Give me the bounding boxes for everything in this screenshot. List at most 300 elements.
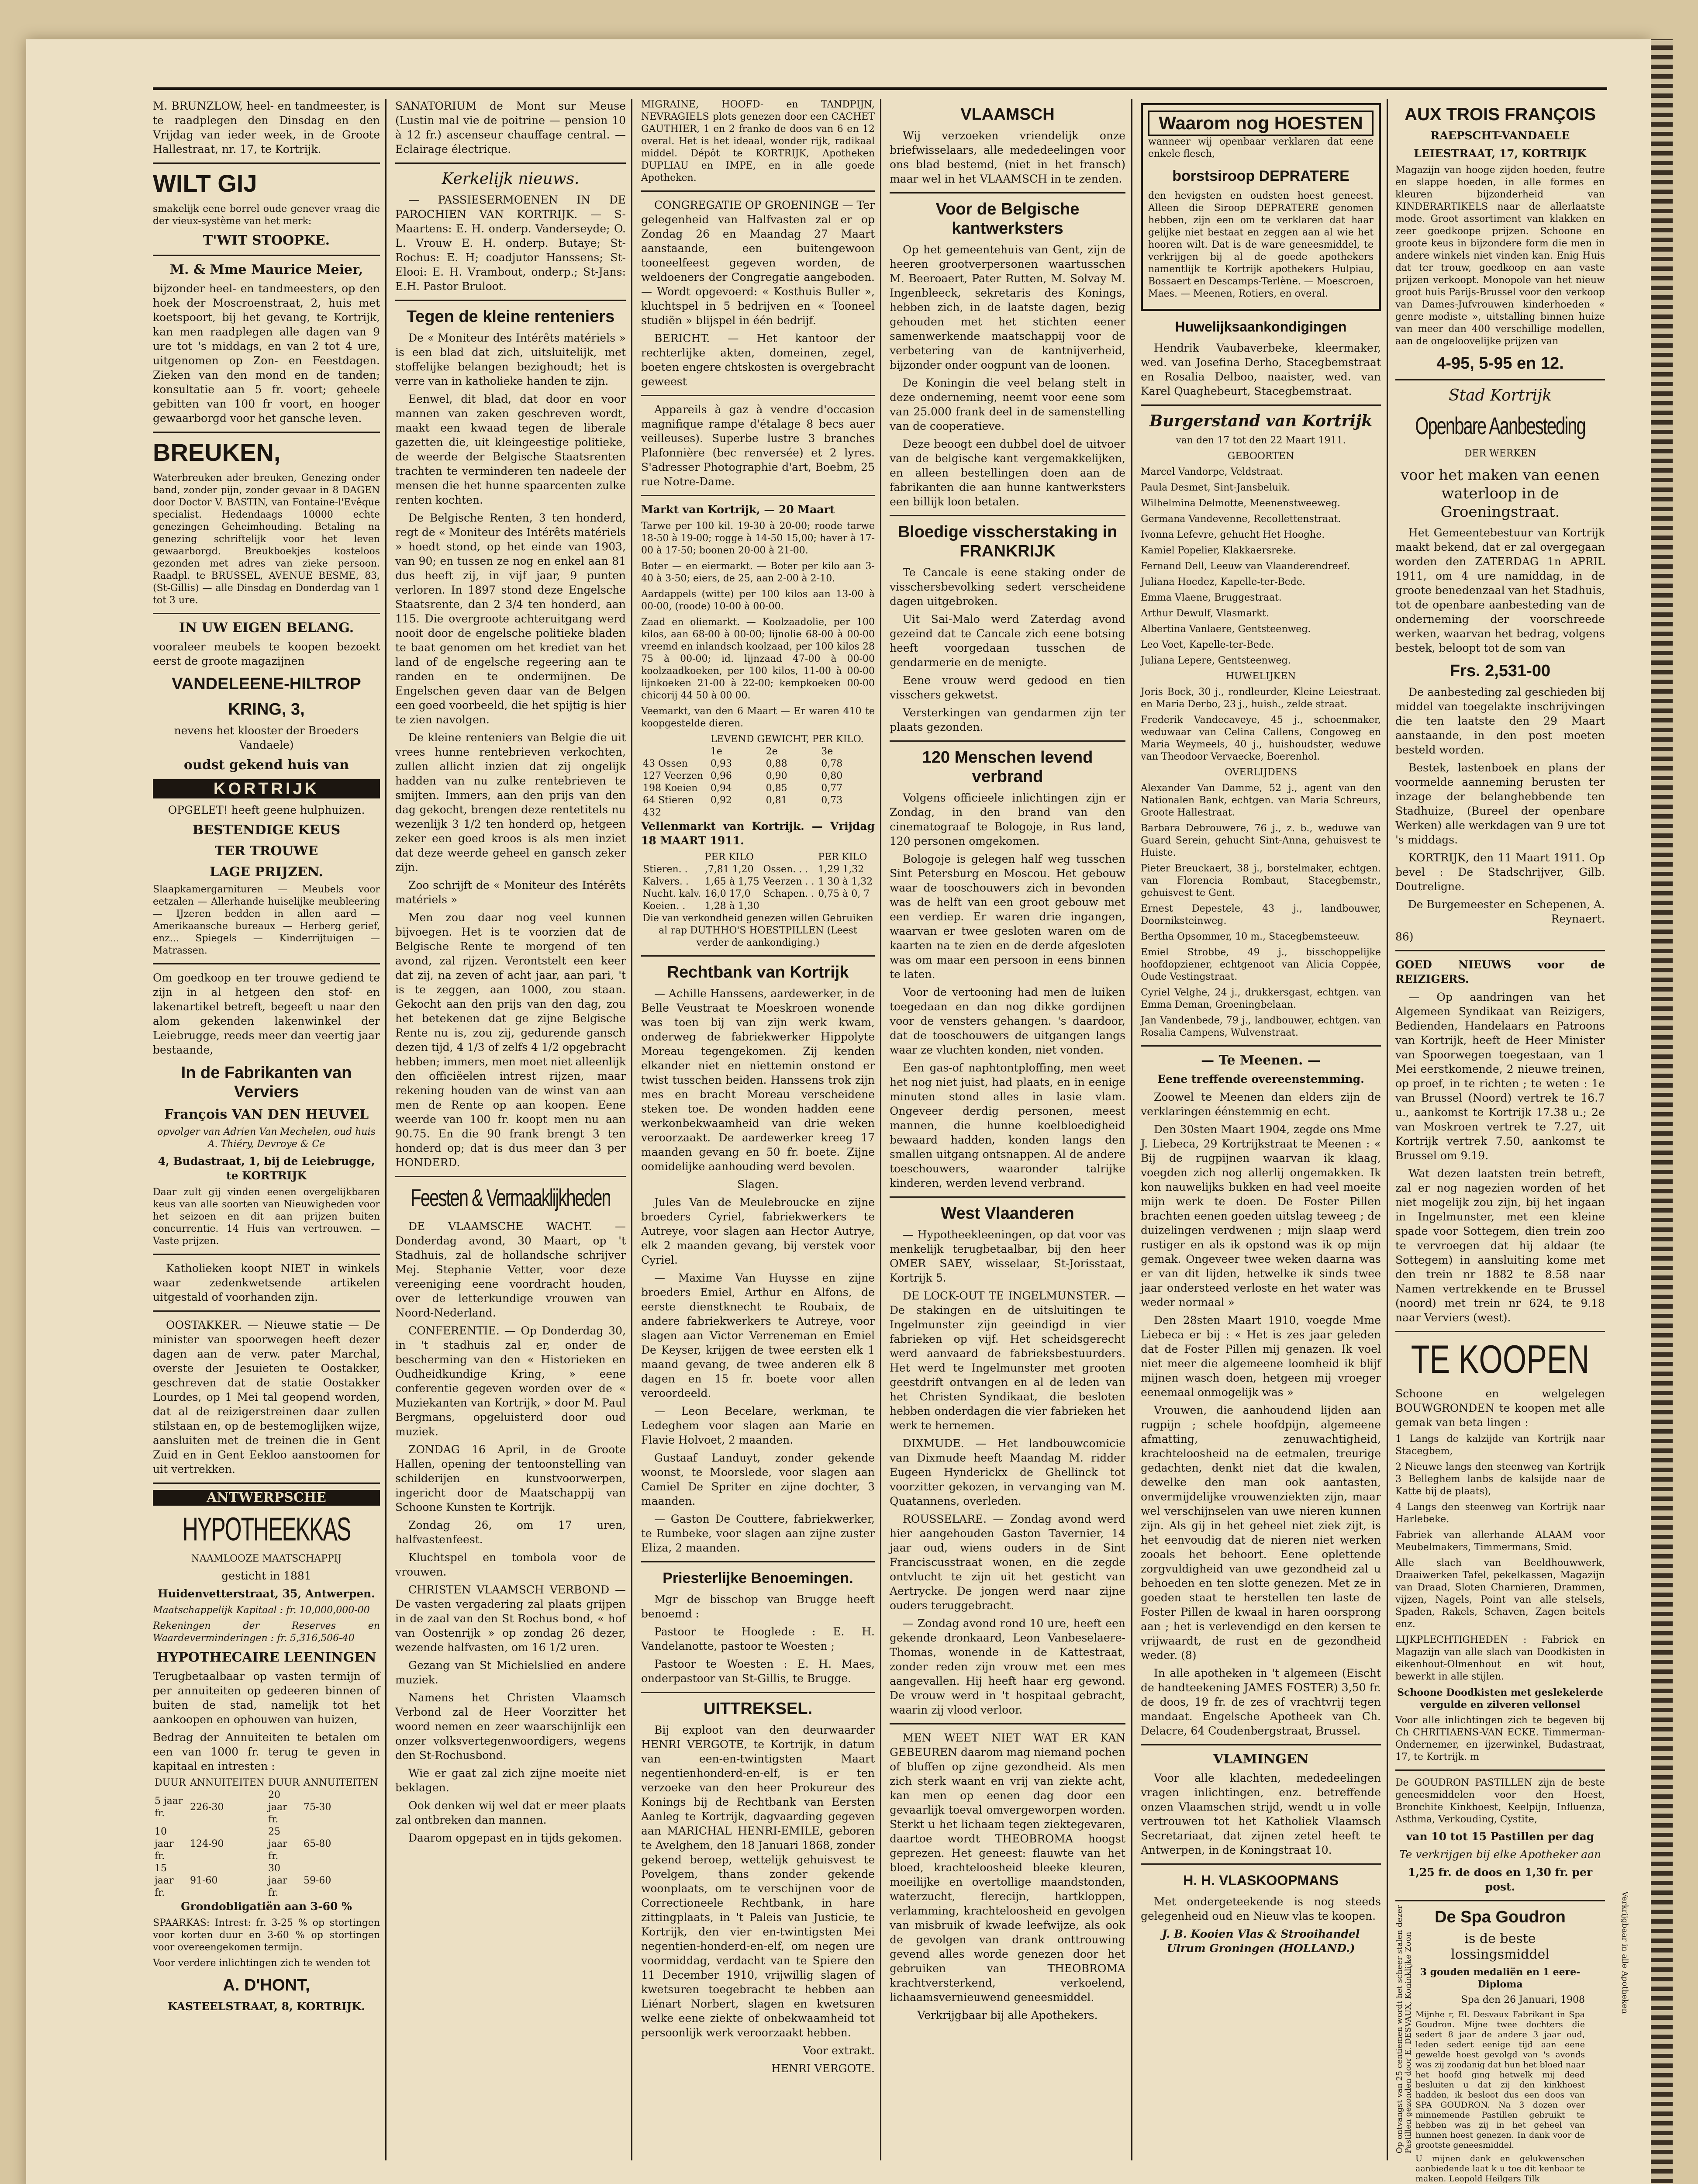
list-item: Germana Vandevenne, Recollettenstraat. <box>1141 514 1341 525</box>
renteniers-p1: De « Moniteur des Intérêts matériels » is een blad dat zich, uitsluitelijk, met stoffelijke belangen bezighoudt; het is verre van in katholieke handen te zijn. <box>395 332 626 387</box>
table-cell <box>764 807 820 819</box>
bedrag-text: Bedrag der Annuiteiten te betalen om een van 1000 fr. terug te geven in kapitaal en intresten : <box>153 1731 380 1773</box>
separator <box>641 1692 875 1693</box>
kerkelijk-title: Kerkelijk nieuws. <box>442 170 580 188</box>
spa-side-note-left: Op ontvangst van 25 centiemen wordt het scheer stalen dezer Pastillen gezonden door E. DESVAUX, Koninklijke Zoon <box>1395 1905 1413 2153</box>
huwelijken-heading: HUWELIJKEN <box>1225 671 1296 682</box>
list-item: Bertha Opsommer, 10 m., Stacegbemsteeuw. <box>1141 931 1360 942</box>
separator <box>153 255 380 256</box>
table-header-cell: PER KILO <box>818 852 867 863</box>
table-cell: Kalvers. . <box>643 876 689 887</box>
sanatorium-ad: SANATORIUM de Mont sur Meuse (Lustin mal vie de poitrine — pension 10 à 12 fr.) ascenseur chauffage central. — Eclairage électrique. <box>395 100 626 156</box>
conferentie-text: CONFERENTIE. — Op Donderdag 30, in 't stadhuis zal er, onder de bescherming van den « Historieken en Oudheidkundige Kring, » eene conferentie gegeven worden over de « Muziekanten van Kortrijk, » door M. Paul Bergmans, opgeluisterd door oud muziek. <box>395 1324 626 1438</box>
table-cell: 127 Veerzen <box>643 771 704 781</box>
kasteel-address: KASTEELSTRAAT, 8, KORTRIJK. <box>168 2000 365 2013</box>
veemarkt-text: Veemarkt, van den 6 Maart — Er waren 410 te koopgestelde dieren. <box>641 706 875 729</box>
vlaskoopmans-title: H. H. VLASKOOPMANS <box>1183 1873 1339 1888</box>
renteniers-p6: Men zou daar nog veel kunnen bijvoegen. Het is te voorzien dat de Belgische Rente te morgend of ten avond, zal rijzen. Verontstelt een keer dat zij, na zeven of acht jaar, aan pari, 't is te zeggen, aan 1000, zou staan. Gekocht aan den prijs van den dag, zou het betekenen dat ge zijne Belgische Rente nu is, zou zij, gedurende gansch dezen tijd, 4 1/3 of zelfs 4 1/2 opgebracht hebben; immers, men moet niet alleenlijk den officiëelen intrest rijzen, maar rekening houden van de winst van aan men de Rente op aan koopen. Eene weerde van 100 fr. koopt men nu aan 90.75. En die 90 frank brengt 3 ten honderd op; dat is dus meer dan 3 per HONDERD. <box>395 911 626 1169</box>
page-right-edge-strip <box>1651 39 1673 2184</box>
aanbest-p4: KORTRIJK, den 11 Maart 1911. Op bevel : De Stadschrijver, Gilb. Doutreligne. <box>1395 851 1605 893</box>
list-item: Arthur Dewulf, Vlasmarkt. <box>1141 608 1270 619</box>
uittreksel-text: Bij exploot van den deurwaarder HENRI VERGOTE, te Kortrijk, in datum van een-en-twintigsten Maart negentienhonderd-en-elf, is er ten verzoeke van den heer Prokureur des Konings bij de Rechtbank van Eersten Aanleg te Kortrijk, dagvaarding gegeven aan MARICHAL HENRI-EMILE, geboren te Avelghem, den 18 Januari 1868, zonder gekend beroep, wettelijk gehuisvest te Povelgem, thans zonder gekende woonplaats, om te verschijnen voor de Correctioneele Rechtbank, in hare zittingplaats, in 't Paleis van Justicie, te Kortrijk, den vier en-twintigsten Mei negentien-honderd-en-elf, om negen ure voormiddag, verdacht van te Spiere den 11 December 1910, vrijwillig slagen of kwetsuren toegebracht te hebben aan Liénart Norbert, slagen en kwetsuren welke eene ziekte of onbekwaamheid tot persoonlijk werk veroorzaakt hebben. <box>641 1724 875 2039</box>
wie-text: Wie er gaat zal zich zijne moeite niet beklagen. <box>395 1767 626 1794</box>
table-cell: 10 jaar fr. <box>155 1826 174 1862</box>
list-item: Juliana Lepere, Gentsteenweg. <box>1141 655 1291 666</box>
dutrho-ad: Die van verkondheid genezen willen Gebruiken al rap DUTHHO'S HOESTPILLEN (Leest verder de aankondiging.) <box>642 913 873 948</box>
table-header-row <box>641 746 875 758</box>
renteniers-p5: Zoo schrijft de « Moniteur des Intérêts matériels » <box>395 879 626 906</box>
separator <box>1395 379 1605 380</box>
table-cell: 0,94 <box>710 783 732 794</box>
reizigers-p1: — Op aandringen van het Algemeen Syndikaat van Reizigers, Bedienden, Handelaars en Patroons van Kortrijk, heeft de Heer Minister van Spoorwegen toegestaan, van 1 Mei eerstkomende, 2 nieuwe treinen, op proef, in te richten ; te weten : 1e van Brussel (Noord) vertrek te 16.7 u., aankomst te Kortrijk 17.38 u.; 2e van Moskroen vertrek te 7.27, uit Kortrijk vertrek 7.50, aankomst te Brussel om 9.19. <box>1395 991 1605 1162</box>
table-cell: 0,90 <box>766 771 787 781</box>
meubels-text: Slaapkamergarnituren — Meubels voor eetzalen — Allerhande huiselijke meubleering — IJzeren bedden in allen aard — Amerikaansche bureaux — Herberg gerief, enz... Spiegels — Kinderrijtuigen — Matrassen. <box>153 884 380 956</box>
kerkelijk-text: — PASSIESERMOENEN IN DE PAROCHIEN VAN KORTRIJK. — S-Maartens: E. H. onderp. Vanderseyde; O. L. Vrouw E. H. onderp. Butaye; St-Rochus: E. H; coadjutor Hanssens; St-Elooi: E. H. Vrambout, onderp.; St-Jans: E.H. Pastor Bruloot. <box>395 194 626 293</box>
overlijdens-heading: OVERLIJDENS <box>1224 767 1298 778</box>
huwelijken-list <box>1141 686 1381 763</box>
belang-text: vooraleer meubels te koopen bezoekt eerst de groote magazijnen <box>153 640 380 667</box>
vlaskoopmans-text: Met ondergeteekende is nog steeds gelegenheid oud en Nieuw vlas te koopen. <box>1141 1895 1381 1922</box>
separator <box>641 1561 875 1562</box>
trois-francois-title: AUX TROIS FRANÇOIS <box>1405 105 1596 124</box>
column-rule <box>385 99 387 2160</box>
daarom-text: Daarom opgepast en in tijds gekomen. <box>408 1832 622 1844</box>
opgelet-text: OPGELET! heeft geene hulphuizen. <box>168 804 365 816</box>
list-item: Marcel Vandorpe, Veldstraat. <box>1141 467 1284 477</box>
list-item: Emma Vlaene, Bruggestraat. <box>1141 592 1282 603</box>
column-rule <box>880 99 881 2160</box>
slagen-heading: Slagen. <box>737 1178 779 1191</box>
spa-side-note-right: Verkrijgbaar in alle Apotheken <box>1620 1891 1629 2014</box>
hypo-address: Huidenvetterstraat, 35, Antwerpen. <box>158 1587 375 1600</box>
column-rule <box>631 99 632 2160</box>
zondag-text: ZONDAG 16 April, in de Groote Hallen, opening der tentoonstelling van schilderijen en kunstvoorwerpen, ingericht door de Maatschappij van Schoone Kunsten te Kortrijk. <box>395 1443 626 1514</box>
separator <box>1141 1045 1381 1047</box>
separator <box>1395 1769 1605 1771</box>
separator <box>890 192 1125 194</box>
verbrand-p1: Volgens officieele inlichtingen zijn er Zondag, in den brand van den cinematograaf te Bologoje, in Rus land, 120 personen omgekomen. <box>890 791 1125 847</box>
heuvel-name: François VAN DEN HEUVEL <box>164 1107 369 1122</box>
separator <box>153 613 380 614</box>
list-item: Albertina Vanlaere, Gentsteenweg. <box>1141 624 1311 635</box>
separator <box>153 1482 380 1484</box>
vlaskoopmans-name: J. B. Kooien Vlas & Strooihandel Ulrum Groningen (HOLLAND.) <box>1162 1928 1360 1955</box>
table-cell: 226-30 <box>190 1802 224 1813</box>
table-cell: Schapen. . <box>763 888 814 899</box>
feesten-title: Feesten & Vermaaklijkheden <box>411 1185 611 1212</box>
meenen-sub: Eene treffende overeenstemming. <box>1157 1073 1364 1085</box>
list-item: Wilhelmina Delmotte, Meenenstweeweg. <box>1141 498 1341 509</box>
leeningen-title: HYPOTHECAIRE LEENINGEN <box>156 1650 376 1665</box>
vlaamsch-title: VLAAMSCH <box>960 105 1055 124</box>
rechtbank-p3: — Maxime Van Huysse en zijne broeders Emiel, Arthur en Alfons, de eerste dienstknecht te Roubaix, de andere fabriekwerkers te Autreye, voor slagen aan Victor Verreneman en Emiel De Keyser, krijgen de twee eersten elk 1 maand gevang, de twee anderen elk 8 dagen en 15 fr. boete voor allen veroordeeld. <box>641 1272 875 1400</box>
rousselare-text: ROUSSELARE. — Zondag avond werd hier aangehouden Gaston Tavernier, 14 jaar oud, wiens ouders in de Sint Franciscusstraat wonen, en die zegde ontvlucht te zijn uit het gesticht van Aertrycke. De jongen werd naar zijne ouders teruggebracht. <box>890 1513 1125 1612</box>
table-cell: 20 jaar fr. <box>268 1790 287 1825</box>
table-row <box>153 1826 380 1863</box>
table-cell: 1,65 à 1,75 <box>704 876 759 887</box>
oostakker-text: OOSTAKKER. — Nieuwe statie — De minister van spoorwegen heeft dezer dagen aan de verw. pater Marchal, overste der Jesuieten te Oostakker, geschreven dat de statie Oostakker Lourdes, op 1 Mei tal geopend worden, dat al de reizigerstreinen daar zullen stilstaan en, op de bestemoglijken wijze, aansluiten met de treinen die in Gent Zuid en in Gent Eekloo aanstoomen for uit vertrekken. <box>153 1319 380 1476</box>
meenen-p3: Den 28sten Maart 1910, voegde Mme Liebeca er bij : « Het is zes jaar geleden dat de Foster Pillen mij genazen. Ik voel niet meer die algemeene loomheid ik blijf mijnen wasch doen, hetgeen mij vroeger eenemaal onmogelijk was » <box>1141 1314 1381 1399</box>
markt-text: Tarwe per 100 kil. 19-30 à 20-00; roode tarwe 18-50 à 19-00; rogge à 14-50 15,00; haver à 17-00 à 17-50; boonen 20-00 à 21-00. <box>641 521 875 556</box>
table-cell: 75-30 <box>303 1802 331 1813</box>
meenen-p5: In alle apotheken in 't algemeen (Eischt de handteekening JAMES FOSTER) 3,50 fr. de doos, 19 fr. de zes of vrachtvrij tegen mandaat. Engelsche Apotheek van Ch. Delacre, 64 Coudenbergstraat, Brussel. <box>1141 1667 1381 1737</box>
separator <box>890 1196 1125 1198</box>
koop-p3: 4 Langs den steenweg van Kortrijk naar Harlebeke. <box>1395 1502 1605 1525</box>
table-cell: 64 Stieren <box>643 795 694 806</box>
boter-text: Boter — en eiermarkt. — Boter per kilo aan 3-40 à 3-50; eiers, de 25, aan 2-00 à 2-10. <box>641 561 875 584</box>
table-cell: 0,77 <box>821 783 843 794</box>
table-cell: 25 jaar fr. <box>268 1826 287 1862</box>
list-item: Alexander Van Damme, 52 j., agent van den Nationalen Bank, echtgen. van Maria Schreurs, Groote Hallestraat. <box>1141 783 1381 818</box>
table-header-row <box>641 733 875 746</box>
goedkoop-text: Om goedkoop en ter trouwe gediend te zijn in al hetgeen den stof- en lakenartikel betreft, begeeft u naar den alom gekenden lakenwinkel der Leiebrugge, reeds meer dan veertig jaar bestaande, <box>153 971 380 1056</box>
aanbest-p2: De aanbesteding zal geschieden bij middel van toegelakte inschrijvingen die ten laatste den 29 Maart aanstaande, in den post moeten besteld worden. <box>1395 686 1605 756</box>
priester-p1: Pastoor te Hooglede : E. H. Vandelanotte, pastoor te Woesten ; <box>641 1625 875 1652</box>
verbrand-p2: Bologoje is gelegen half weg tusschen Sint Petersburg en Moscou. Het gebouw waar de tooschouwers zich in bevonden was de helft van een groot gebouw met een verdiep. Er waren drie ingangen, waarvan er twee gesloten waren om de kaarten na te zien en de derde afgesloten was om maar een persoon in eens binnen te laten. <box>890 853 1125 981</box>
hoesten-ad <box>1141 103 1381 311</box>
ad-number: 86) <box>1395 930 1414 943</box>
koop-p2: 2 Nieuwe langs den steenweg van Kortrijk 3 Belleghem lanbs de kalsijde naar de Katte bij de plaats), <box>1395 1462 1605 1497</box>
aanbest-p1: Het Gemeentebestuur van Kortrijk maakt bekend, dat er zal overgegaan worden den ZATERDAG 1n APRIL 1911, om 4 ure namiddag, in de groote benedenzaal van het Stadhuis, tot de openbare aanbesteding van de onderneming der voorschreede werken, waarvan het bedrag, volgens bestek, beloopt tot de som van <box>1395 526 1605 654</box>
meenen-p2: Den 30sten Maart 1904, zegde ons Mme J. Liebeca, 29 Kortrijkstraat te Meenen : « Bij de rugpijnen waarvan ik klaag, voegden zich nog allerlij ongemakken. Ik kon nauwelijks bukken en had veel moeite mijn werk te doen. De Foster Pillen brachten eenen goeden uitslag teweeg ; de duizelingen verdwenen ; mijn slaap werd rustiger en als ik opstond was ik op mijn gemak. Ongeveer twee weken daarna was er van dit lijden, hetwelke ik sinds twee jaar ondersteed verloste en het water was weder normaal » <box>1141 1123 1381 1309</box>
gesticht: gesticht in 1881 <box>221 1569 311 1582</box>
visscherstaking-title: Bloedige visscherstaking in FRANKRIJK <box>897 523 1118 560</box>
obligatien: Grondobligatiën aan 3-60 % <box>181 1900 352 1913</box>
namens-text: Namens het Christen Vlaamsch Verbond zal de Heer Voorzitter het woord nemen en zeer waarschijnlijk een onzer volksvertegenwoordigers, wegens den St-Rochusbond. <box>395 1691 626 1762</box>
koop-p5: Alle slach van Beeldhouwwerk, Draaiwerken Tafel, pekelkassen, Magazijn van Draad, Sloten Charnieren, Drammen, vijzen, Nagels, Point van alle stelsels, Spaden, Rakels, Schaven, Zagen beitels enz. <box>1395 1558 1605 1630</box>
west-vlaanderen-title: West Vlaanderen <box>941 1204 1074 1223</box>
separator <box>395 162 626 164</box>
west-intro: — Hypotheekleeningen, op dat voor vas menkelijk terugbetaalbar, bij den heer OMER SAEY, wisselaar, St-Jorisstaat, Kortrijk 5. <box>890 1228 1125 1284</box>
koop-p4: Fabriek van allerhande ALAAM voor Meubelmakers, Timmermans, Smid. <box>1395 1530 1605 1553</box>
list-item: Fernand Dell, Leeuw van Vlaanderendreef. <box>1141 561 1350 572</box>
separator <box>153 432 380 433</box>
table-row <box>641 770 875 782</box>
rechtbank-p4: — Leon Becelare, werkman, te Ledeghem voor slagen aan Marie en Flavie Holvoet, 2 maanden. <box>641 1405 875 1446</box>
goudron-dose: van 10 tot 15 Pastillen per dag <box>1406 1830 1594 1843</box>
visscher-p4: Versterkingen van gendarmen zijn ter plaats gezonden. <box>890 706 1125 733</box>
table-cell: ,7,81 1,20 <box>704 864 754 875</box>
table-header-cell: PER KILO <box>704 852 754 863</box>
vlamingen-text: Voor alle klachten, mededeelingen vragen inlichtingen, enz. betreffende onzen Vlaamschen strijd, wendt u in volle vertrouwen tot het Katholiek Vlaamsch Secretariaat, dat zijnen zetel heeft te Antwerpen, in de Koningstraat 10. <box>1141 1772 1381 1856</box>
reizigers-p2: Wat dezen laatsten trein betreft, zal er nog nagezien worden of het niet mogelijk zou zijn, bij het ingaan in Ingelmunster, met een kleine spade voor Sottegem, dien trein zoo te vervroegen dat hij aldaar (te Sottegem) in aansluiting kome met den trein nr 1882 te 8.58 naar Namen vertrekkende en te Brussel (noord) met trein nr 624, te 9.18 naar Verviers (west). <box>1395 1167 1605 1324</box>
table-cell: 43 Ossen <box>643 758 688 769</box>
aanbest-som: Frs. 2,531-00 <box>1450 662 1551 680</box>
table-cell <box>816 900 875 912</box>
doodkisten: Schoone Doodkisten met geslekelerde vergulde en zilveren vellonsel <box>1397 1687 1603 1711</box>
vergote-sign: HENRI VERGOTE. <box>771 2062 875 2075</box>
antwerpsche-banner: ANTWERPSCHE <box>153 1490 380 1506</box>
katholieken-text: Katholieken koopt NIET in winkels waar zedenkwetsende artikelen uitgestald of voorhanden zijn. <box>153 1262 380 1303</box>
table-cell: 65-80 <box>303 1838 331 1849</box>
separator <box>641 495 875 496</box>
kapitaal: Maatschappelijk Kapitaal : fr. 10,000,000-00 <box>153 1605 370 1616</box>
wacht-text: DE VLAAMSCHE WACHT. — Donderdag avond, 30 Maart, op 't Stadhuis, zal de hollandsche schrijver Mej. Stephanie Vetter, voor deze vereeniging eene voordracht houden, over de letterkundige vrouwen van Noord-Nederland. <box>395 1220 626 1319</box>
table-cell: Koeien. . <box>643 901 686 912</box>
schepenen-sign: De Burgemeester en Schepenen, A. Reynaert. <box>1408 898 1605 925</box>
top-rule <box>153 87 1607 90</box>
gezang-text: Gezang van St Michielslied en andere muziek. <box>395 1659 626 1686</box>
spa-inner <box>1395 1931 1605 2184</box>
vellen-table <box>641 851 875 912</box>
table-header-cell <box>641 851 703 864</box>
meenen-p1: Zoowel te Meenen dan elders zijn de verklaringen éénstemmig en echt. <box>1141 1091 1381 1118</box>
renteniers-p3: De Belgische Renten, 3 ten honderd, regt de « Moniteur des Intérêts matériels » hoedt stond, op het einde van 1903, van 90; en tussen ze nog en enkel aan 81 dus heeft zij, in vijf jaar, 9 punten verloren. In 1897 stond deze Engelsche Staatsrente, dan 2 3/4 ten honderd, aan 115. Die overgroote achteruitgang werd nooit door de engelsche politieke bladen te baat genomen om het krediet van het land of de engelsche regeering aan te randen en te ondermijnen. De Engelschen geven daar van de Belgen een goed voorbeeld, die het spijtig is hier te zien navolgen. <box>395 511 626 726</box>
table-cell: 1,28 à 1,30 <box>704 901 759 912</box>
list-item: Frederik Vandecaveye, 45 j., schoenmaker, weduwaar van Celina Callens, Congoweg en Maria Weymeels, 40 j., huishoudster, weduwe van Theodoor Vervaecke, Boerenhol. <box>1141 715 1381 762</box>
kring-title: KRING, 3, <box>228 700 305 719</box>
spa-signature: U mijnen dank en gelukwenschen aanbiedende laat k u toe dit kenbaar te maken. Leopold Heilgers Tilk <box>1415 2154 1585 2184</box>
list-item: Joris Bock, 30 j., rondleurder, Kleine Leiestraat. en Maria Derbo, 23 j., huish., zelde straat. <box>1141 687 1381 710</box>
renteniers-p2: Eenwel, dit blad, dat door en voor mannen van zaken geschreven wordt, maakt een kwaad tegen de liberale gazetten die, uit kleingeestige politieke, de weerde der Belgische Staatsrenten trachten te verminderen ten nadeele der mensen die het hunne spaarcenten zulke renten kochten. <box>395 393 626 506</box>
table-cell <box>709 807 764 819</box>
separator <box>153 162 380 164</box>
spa-goudron-title: De Spa Goudron <box>1435 1908 1566 1926</box>
te-koopen-title: TE KOOPEN <box>1411 1337 1590 1382</box>
table-header-cell: DUUR <box>155 1777 186 1788</box>
rechtbank-p2: Jules Van de Meulebroucke en zijne broeders Cyriel, fabriekwerkers te Autreye, voor slagen aan Hector Autrye, elk 2 maanden gevang, bij verstek voor Cyriel. <box>641 1196 875 1266</box>
kantwerk-p1: Op het gemeentehuis van Gent, zijn de heeren grootverpersonen waartusschen M. Beeroaert, Pater Rutten, M. Solvay M. Ingenbleeck, sekretaris des Konings, hebben zich, in de laatste dagen, bezig gehouden met het stichten eener samenwerkende maatschappij voor de verbetering van de kantnijverheid, bijzonder onder oogpunt van de loonen. <box>890 243 1125 371</box>
naamlooze: NAAMLOOZE MAATSCHAPPIJ <box>191 1553 342 1564</box>
spaarkas: SPAARKAS: Intrest: fr. 3-25 % op stortingen voor korten duur en 3-60 % op stortingen voor overeengekomen termijn. <box>153 1918 380 1953</box>
table-header-cell: 1e <box>710 746 722 757</box>
column-rule <box>1131 99 1132 2160</box>
list-item: Emiel Strobbe, 49 j., bisschoppelijke hoofdopziener, echtgenoot van Alicia Coppée, Oude Vestingstraat. <box>1141 947 1381 982</box>
overlijdens-list <box>1141 782 1381 1039</box>
table-cell: Ossen. . . <box>763 864 808 875</box>
markt-title: Markt van Kortrijk, — 20 Maart <box>641 503 835 516</box>
table-row <box>153 1863 380 1899</box>
voor-extrakt: Voor extrakt. <box>803 2044 875 2057</box>
leiestraat-address: LEIESTRAAT, 17, KORTRIJK <box>1414 147 1587 160</box>
rechtbank-p5: Gustaaf Landuyt, zonder gekende woonst, te Moorslede, voor slagen aan Camiel De Spriter en zijne dochter, 3 maanden. <box>641 1451 875 1507</box>
list-item: Barbara Debrouwere, 76 j., z. b., weduwe van Guard Serein, gehucht Sint-Anna, gehuisvest te Huiste. <box>1141 823 1381 858</box>
table-cell <box>819 807 875 819</box>
huwelijk-text: Hendrik Vaubaverbeke, kleermaker, wed. van Josefina Derho, Stacegbemstraat en Rosalia Delboo, naaister, wed. van Karel Quaghebeurt, Stacegbemstraat. <box>1141 342 1381 397</box>
table-cell: 432 <box>643 807 661 818</box>
kantwerksters-title: Voor de Belgische kantwerksters <box>935 200 1080 238</box>
meenen-p4: Vrouwen, die aanhoudend lijden aan rugpijn ; schele hoofdpijn, algemeene afmatting, zenuwachtigheid, krachteloosheid na de eetmalen, treurige gedachten, denkt niet dat die kwalen, dewelke den man ook aantasten, onvermijdelijke vrouwenziekten zijn, maar wel verschijnselen van uwe nieren kunnen zijn. Als gij in het geheel niet ziek zijt, is het eenvoudig dat de nieren niet werken zooals het behoort. Eene oplettende zorgvuldigheid van uwe gezondheid zal u behoeden en ten slotte genezen. Met ze in goeden staat te herstellen ten laste de Foster Pillen de kwaal in haren oorsprong aan ; het is verlevendigd en den kersen te vrijwaardt, de rust en de gezondheid weder. (8) <box>1141 1404 1381 1662</box>
column-rule <box>1387 99 1388 2160</box>
verbond-text: CHRISTEN VLAAMSCH VERBOND — De vasten vergadering zal plaats grijpen in de zaal van den St Rochus bond, « hof van Oostenrijk » op zondag 26 dezer, wezende halfvasten, om 16 1/2 uren. <box>395 1583 626 1654</box>
koop-p6: LIJKPLECHTIGHEDEN : Fabriek en Magazijn van alle slach van Doodkisten in eikenhout-Olmenhout en wit hout, bewerkt in alle stijlen. <box>1395 1635 1605 1682</box>
table-cell: 0,73 <box>821 795 843 806</box>
bericht-text: BERICHT. — Het kantoor der rechterlijke akten, domeinen, zegel, boeten engere chtskosten is overgebracht geweest <box>641 332 875 388</box>
table-header-cell <box>641 733 709 746</box>
uittreksel-title: UITTREKSEL. <box>703 1700 813 1718</box>
table-cell: 0,92 <box>710 795 732 806</box>
table-cell: Stieren. . <box>643 864 688 875</box>
table-cell: 91-60 <box>190 1875 218 1886</box>
veemarkt-table <box>641 733 875 819</box>
table-cell: 59-60 <box>303 1875 331 1886</box>
priester-p2: Pastoor te Woesten : E. H. Maes, onderpastoor van St-Gillis, te Brugge. <box>641 1658 875 1685</box>
table-cell: 1,29 1,32 <box>818 864 864 875</box>
separator <box>1141 404 1381 406</box>
zondag26-text: Zondag 26, om 17 uren, halfvastenfeest. <box>395 1519 626 1546</box>
table-row <box>641 876 875 888</box>
congregatie-text: CONGREGATIE OP GROENINGE — Ter gelegenheid van Halfvasten zal er op Zondag 26 en Maandag 27 Maart aanstaande, een buitengewoon tooneelfeest gegeven worden, de weldoeners der Congregatie aangeboden. — Wordt opgevoerd: « Kosthuis Buller », kluchtspel in 5 bedrijven en « Tooneel studiën » blijspel in één bedrijf. <box>641 199 875 327</box>
table-cell: Nucht. kalv. <box>643 888 701 899</box>
list-item: Kamiel Popelier, Klakkaersreke. <box>1141 545 1297 556</box>
verbrand-title: 120 Menschen levend verbrand <box>922 748 1093 786</box>
table-row <box>641 795 875 807</box>
table-cell: 30 jaar fr. <box>268 1863 287 1898</box>
breuken-text: Waterbreuken ader breuken, Genezing onder band, zonder pijn, zonder gevaar in 8 DAGEN door Doctor V. BASTIN, van Fontaine-l'Evêque specialist. Hedendaags 10000 echte genezingen Geheimhouding. Betaling na genezing schriftelijk voor het leven gewaarborgd. Breukboekjes kosteloos gezonden met adres van zieke persoon. Raadpl. te BRUSSEL, AVENUE BESME, 83, (St-Gillis) — alle Dinsdag en Donderdag van 1 tot 3 ure. <box>153 473 380 606</box>
theobroma-ad: MEN WEET NIET WAT ER KAN GEBEUREN daarom mag niemand pochen of bluffen op zijne gezondheid. Als men zich sterk waant en vrij van ziekte acht, kan men op eenen dag door een gevaarlijk toeval omvergeworpen worden. Sterkt u het lichaam tegen ziektegevaren, daartoe wordt THEOBROMA hoogst geprezen. Het geneest: flauwte van het bloed, krachteloosheid bleeke kleuren, moeilijke en overtollige maandstonden, waterzucht, flerecijn, hartkloppen, verlamming, krachteloosheid en gevolgen van misbruik of kwade leefwijze, als ook de gevolgen van drank onttrouwing gevend alles worde genezen door het gebruiken van THEOBROMA krachtversterkend, verkoelend, lichaamsvernieuwend geneesmiddel. <box>890 1731 1125 2004</box>
hoesten-title: Waarom nog HOESTEN <box>1148 111 1374 136</box>
fabrikanten-title: In de Fabrikanten van Verviers <box>181 1064 352 1101</box>
kring-text: nevens het klooster der Broeders Vandaele) <box>174 724 359 751</box>
leeningen-text: Terugbetaalbaar op vasten termijn of per annuiteiten op gedeeren binnen of buiten de stad, namelijk tot het aankoopen en ophouwen van huizen, <box>153 1670 380 1726</box>
spa-date: Spa den 26 Januari, 1908 <box>1461 1994 1585 2005</box>
siroop-text: den hevigsten en oudsten hoest geneest. Alleen die Siroop DEPRATERE genomen hebben, zijn een om te verklaren dat haar gelijke niet bestaat en zeggen aan al wie het hooren wilt. Dat is de ware geneesmiddel, te verkrijgen bij al de goede apothekers namentlijk te Kortrijk apothekers Hulpiau, Bossaert en Descamps-Terlène. — Moescroen, Maes. — Meenen, Rotiers, en overal. <box>1148 190 1374 299</box>
verbrand-p4: Een gas-of naphtontploffing, men weet het nog niet juist, had plaats, en in eenige minuten stond alles in lasie vlam. Ongeveer derdig personen, meest mannen, die hunne koelbloedigheid bewaard hadden, konden langs den smallen uitgang ontsnappen. Al de andere toeschouwers, waaronder talrijke kinderen, werden levend verbrand. <box>890 1061 1125 1189</box>
separator <box>153 963 380 964</box>
koop-text: Schoone en welgelegen BOUWGRONDEN te koopen met alle gemak van beta lingen : <box>1395 1387 1605 1429</box>
koop-p7: Voor alle inlichtingen zich te begeven bij Ch CHRITIAENS-VAN ECKE. Timmerman- Ondernemer, en ijzerwinkel, Budastraat, 17, te Kortrijk. m <box>1395 1715 1605 1762</box>
ook-text: Ook denken wij wel dat er meer plaats zal ontbreken dan mannen. <box>395 1799 626 1826</box>
list-item: Leo Voet, Kapelle-ter-Bede. <box>1141 639 1274 650</box>
separator <box>1395 1900 1605 1901</box>
separator <box>395 1176 626 1177</box>
meier-title: M. & Mme Maurice Meier, <box>169 262 363 277</box>
separator <box>641 190 875 192</box>
migraine-ad: MIGRAINE, HOOFD- en TANDPIJN, NEVRAGIELS plots genezen door een CACHET GAUTHIER, 1 en 2 franko de doos van 6 en 12 overal. Het is het ideaal, wonder rijk, radikaal middel. Dépôt te KORTRIJK, Apotheken DUPLIAU en IMPE, en in alle goede Apotheken. <box>641 99 875 183</box>
hoeden-prijzen: 4-95, 5-95 en 12. <box>1436 354 1564 373</box>
table-header-cell: 3e <box>821 746 833 757</box>
burgerstand-title: Burgerstand van Kortrijk <box>1149 412 1373 430</box>
leiebrugge-address: 4, Budastraat, 1, bij de Leiebrugge, te KORTRIJK <box>158 1155 375 1182</box>
goudron-text: De GOUDRON PASTILLEN zijn de beste geneesmiddelen voor den Hoest, Bronchite Kinkhoest, Keelpijn, Influenza, Asthma, Verkouding, Cystite, <box>1395 1777 1605 1825</box>
separator <box>1395 1331 1605 1332</box>
rousselare2-text: — Zondag avond rond 10 ure, heeft een gekende dronkaard, Leon Vanbeselaere-Thomas, wonende in de Kattestraat, zonder reden zijn vrouw met een mes aangevallen. Hij heeft haar erg gewond. De vrouw werd in 't hospitaal gebracht, waarin zij vlood verloor. <box>890 1617 1125 1716</box>
siroop-title: borstsiroop DEPRATERE <box>1172 168 1349 184</box>
separator <box>890 740 1125 742</box>
huwelijk-title: Huwelijksaankondigingen <box>1175 319 1347 335</box>
visscher-p2: Uit Sai-Malo werd Zaterdag avond gezeind dat te Cancale zich eene botsing heeft voorgedaan tusschen de gendarmerie en de menigte. <box>890 613 1125 669</box>
table-cell: 0,93 <box>710 758 732 769</box>
burgerstand-dates: van den 17 tot den 22 Maart 1911. <box>1176 435 1346 446</box>
list-item: Jan Vandenbede, 79 j., landbouwer, echtgen. van Rosalia Campens, Wulvenstraat. <box>1141 1015 1381 1038</box>
kantwerk-p3: Deze beoogt een dubbel doel de uitvoer van de belgische kant vergemakkelijken, en alleen bestellingen doen aan de fabrikanten die aan hunne kantwerksters een billijk loon betalen. <box>890 438 1125 508</box>
goudron-price: 1,25 fr. de doos en 1,30 fr. per post. <box>1408 1866 1593 1893</box>
table-cell: 198 Koeien <box>643 783 698 794</box>
table-header-cell: ANNUITEITEN <box>190 1777 265 1788</box>
visscher-p1: Te Cancale is eene staking onder de visschersbevolking sedert verscheidene dagen uitgebroken. <box>890 566 1125 608</box>
table-cell: 0,78 <box>821 758 843 769</box>
wit-stoopke-brand: T'WIT STOOPKE. <box>203 233 330 248</box>
separator <box>153 1310 380 1312</box>
rechtbank-title: Rechtbank van Kortrijk <box>667 963 849 981</box>
spa-medals: 3 gouden medaliën en 1 eere-Diploma <box>1420 1966 1581 1990</box>
column-6 <box>1395 99 1605 2184</box>
separator <box>1141 1744 1381 1745</box>
raepscht-name: RAEPSCHT-VANDAELE <box>1430 129 1570 142</box>
table-cell: 0,75 à 0, 7 <box>818 888 870 899</box>
heuvel-text: Daar zult gij vinden eenen overgelijkbaren keus van alle soorten van Nieuwigheden voor het seizoen en dit aan prijzen buiten concurrentie. 14 Huis van vertrouwen. — Vaste prijzen. <box>153 1187 380 1247</box>
der-werken: DER WERKEN <box>1464 448 1536 459</box>
geboorten-heading: GEBOORTEN <box>1227 451 1294 462</box>
bestendige-keus: BESTENDIGE KEUS <box>192 822 341 838</box>
hoesten-text: wanneer wij openbaar verklaren dat eene enkele flesch, <box>1148 136 1374 159</box>
list-item: Paula Desmet, Sint-Jansbeluik. <box>1141 482 1291 493</box>
wilt-gij-title: WILT GIJ <box>153 169 257 197</box>
table-cell: 0,96 <box>710 771 732 781</box>
table-cell: 1 30 à 1,32 <box>818 876 873 887</box>
table-row <box>641 864 875 876</box>
brunzlow-ad: M. BRUNZLOW, heel- en tandmeester, is te raadplegen den Dinsdag en den Vrijdag van ieder week, in de Groote Hallestraat, nr. 17, te Kortrijk. <box>153 100 380 156</box>
renteniers-p4: De kleine renteniers van Belgie die uit vrees hunne rentebrieven verkochten, zullen allicht inzien dat zij ongelijk hadden van nu zulke rentebrieven te smijten. Immers, aan den prijs van den dag gekocht, brengen deze rentetitels nu wezenlijk 3 1/2 ten honderd op, hetgeen zeker een goed kroos is als men inziet dat deze weerde geheel en gansch zeker zijn. <box>395 731 626 874</box>
separator <box>890 515 1125 516</box>
table-cell: 15 jaar fr. <box>155 1863 174 1898</box>
list-item: Pieter Breuckaert, 38 j., borstelmaker, echtgen. van Florencia Rombaut, Stacegbemstr., gehuisvest te Gent. <box>1141 863 1381 898</box>
dixmude-text: DIXMUDE. — Het landbouwcomicie van Dixmude heeft Maandag M. ridder Eugeen Hynderickx de Ghellinck tot voorzitter gekozen, in vervanging van M. Quatannens, overleden. <box>890 1437 1125 1507</box>
column-2 <box>395 99 626 2160</box>
aanbest-p3: Bestek, lastenboek en plans der voormelde aanneming berusten ter inzage der belanghebbende ten Stadhuize, (Bureel der openbare Werken) alle werkdagen van 9 ure tot 's middags. <box>1395 761 1605 846</box>
kantwerk-p2: De Koningin die veel belang stelt in deze onderneming, neemt voor eene som van 25.000 frank deel in de samenstelling van de cooperatieve. <box>890 377 1125 432</box>
table-cell: 0,81 <box>766 795 787 806</box>
verbrand-p3: Voor de vertooning had men de luiken toegedaan en dan nog dikke gordijnen voor de vensters gehangen. 's daardoor, dat de tooschouwers de uitgangen langs waar ze vluchten konden, niet vonden. <box>890 986 1125 1056</box>
column-3 <box>641 99 875 2160</box>
table-cell: 0,85 <box>766 783 787 794</box>
separator <box>395 300 626 301</box>
stad-kortrijk: Stad Kortrijk <box>1448 387 1552 404</box>
table-row <box>641 888 875 900</box>
kluchtspel-text: Kluchtspel en tombola voor de vrouwen. <box>395 1551 626 1578</box>
list-item: Ernest Depestele, 43 j., landbouwer, Doorniksteinweg. <box>1141 903 1381 926</box>
table-cell: 16,0 17,0 <box>704 888 751 899</box>
kortrijk-banner: KORTRIJK <box>153 779 380 798</box>
table-header-cell: DUUR <box>268 1777 300 1788</box>
heuvel-sub: opvolger van Adrien Van Mechelen, oud huis A. Thiéry, Devroye & Ce <box>157 1127 376 1150</box>
reizigers-title: GOED NIEUWS voor de REIZIGERS. <box>1395 958 1605 985</box>
lage-prijzen: LAGE PRIJZEN. <box>210 864 323 880</box>
vlamingen-title: VLAMINGEN <box>1213 1752 1309 1767</box>
vandeleene-title: VANDELEENE-HILTROP <box>172 675 361 693</box>
geboorten-list <box>1141 466 1381 667</box>
aanbesteding-title: Openbare Aanbesteding <box>1415 413 1585 440</box>
table-header-cell <box>641 746 709 758</box>
waterloop-title: voor het maken van eenen waterloop in de Groeningstraat. <box>1401 467 1600 521</box>
rechtbank-p1: — Achille Hanssens, aardewerker, in de Belle Veustraat te Moeskroen wonende was toen bij van zijn werk kwam, onderweg de fabriekwerker Hippolyte Moreau tegengekomen. Zij kenden elkander niet en niettemin onstond er twist tusschen beiden. Hanssens trok zijn mes en bracht Moreau verscheidene steken toe. De wonden hadden eene werkonbekwaamheid van drie weken veroorzaakt. De aardewerker kreeg 17 maanden gevang en 50 fr. boete. Zijne oomidelijke aanhouding werd bevolen. <box>641 987 875 1173</box>
appareils-text: Appareils à gaz à vendre d'occasion magnifique rampe d'étalage 8 becs auer veilleuses). Superbe lustre 3 branches Plafonnière (bec renversée) et 2 lyres. S'adresser Photographie d'art, Boebm, 25 rue Notre-Dame. <box>641 403 875 488</box>
table-cell: Veerzen . . <box>763 876 814 887</box>
visscher-p3: Eene vrouw werd gedood en tien visschers gekwetst. <box>890 674 1125 701</box>
column-5 <box>1141 99 1381 2160</box>
table-header-row <box>153 1777 380 1789</box>
verkrijgbaar: Verkrijgbaar bij alle Apothekers. <box>917 2009 1098 2022</box>
table-header-cell <box>761 851 816 864</box>
ter-trouwe: TER TROUWE <box>214 843 318 859</box>
table-row <box>641 900 875 912</box>
spa-letter: Mijnhe r, El. Desvaux Fabrikant in Spa Goudron. Mijne twee dochters die sedert 8 jaar de andere 3 jaar oud, leden sedert eenige tijd aan eene gewelde hoest gevolgd van 's avonds was zij zoodanig dat hun het bloed naar het hoofd ging hetwelk mij deed besluiten u dat zij den kinkhoest hadden, ik besloot dus een doos van SPA GOUDRON. Na 3 dozen over minnemende Pastillen gebruikt te hebben was zij in het geheel van hunnen hoest genezen. In dank voor de grootste geneesmiddel. <box>1415 2010 1585 2150</box>
list-item: Juliana Hoedez, Kapelle-ter-Bede. <box>1141 577 1305 587</box>
column-4 <box>890 99 1125 2160</box>
list-item: Cyriel Velghe, 24 j., drukkersgast, echtgen. van Emma Deman, Groeningbelaan. <box>1141 987 1381 1010</box>
table-row <box>641 807 875 819</box>
hypotheekkas-title: HYPOTHEEKKAS <box>182 1511 351 1548</box>
table-cell <box>761 900 816 912</box>
dhont-name: A. D'HONT, <box>223 1976 310 1994</box>
annuiteiten-table <box>153 1777 380 1899</box>
priester-text: Mgr de bisschop van Brugge heeft benoemd : <box>641 1593 875 1620</box>
meenen-title: — Te Meenen. — <box>1201 1053 1321 1068</box>
koop-p1: 1 Langs de kalzijde van Kortrijk naar Stacegbem, <box>1395 1434 1605 1457</box>
renteniers-title: Tegen de kleine renteniers <box>406 308 615 326</box>
wilt-gij-text: smakelijk eene borrel oude genever vraag die der vieux-système van het merk: <box>153 204 380 227</box>
separator <box>890 1723 1125 1724</box>
